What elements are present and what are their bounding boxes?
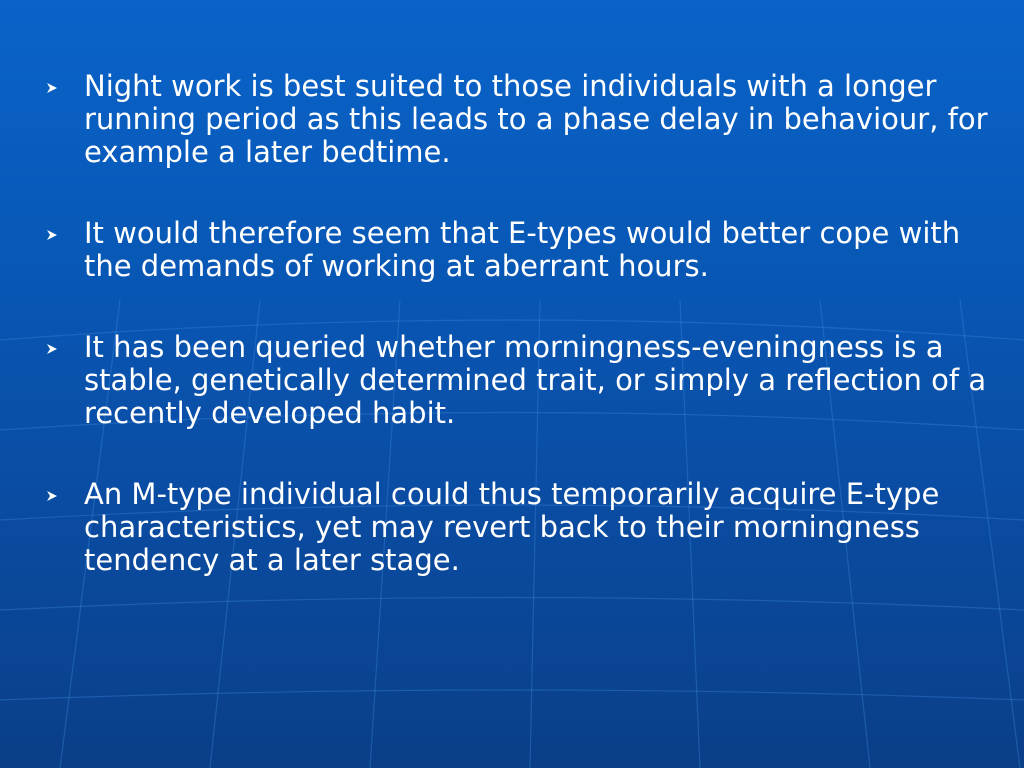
bullet-list [44, 70, 994, 625]
arrow-bullet-icon [46, 229, 58, 241]
bullet-item [44, 478, 994, 577]
bullet-text: Night work is best suited to those individuals with a longer running period as this leads to a phase delay in behaviour, for example a later bedtime. [84, 69, 988, 169]
bullet-item [44, 70, 994, 169]
bullet-item [44, 217, 994, 283]
arrow-bullet-icon [46, 343, 58, 355]
bullet-item [44, 331, 994, 430]
arrow-bullet-icon [46, 82, 58, 94]
bullet-text: It has been queried whether morningness-eveningness is a stable, genetically determined trait, or simply a reflection of a recently developed habit. [84, 330, 987, 430]
arrow-bullet-icon [46, 490, 58, 502]
bullet-text: It would therefore seem that E-types would better cope with the demands of working at aberrant hours. [84, 216, 961, 283]
bullet-text: An M-type individual could thus temporarily acquire E-type characteristics, yet may revert back to their morningness tendency at a later stage. [84, 477, 940, 577]
